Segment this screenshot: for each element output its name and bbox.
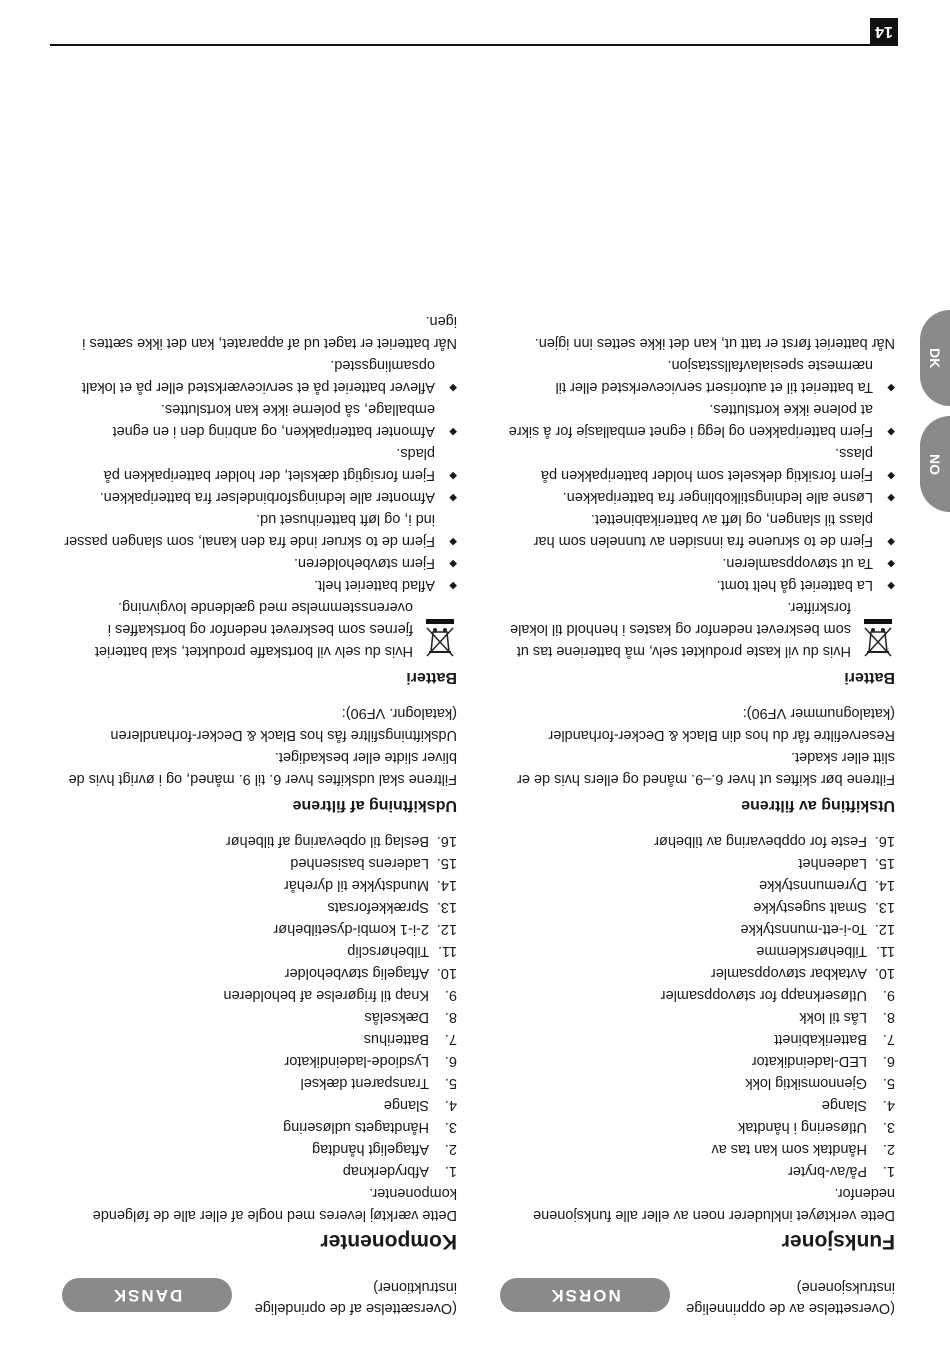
battery-intro: Hvis du vil kaste produktet selv, må batteriene tas ut som beskrevet nedenfor og kastes i henhold til lokale forskrifter. — [510, 599, 851, 659]
feature-number: 13. — [436, 899, 457, 915]
feature-label: Sprækkeforsats — [327, 899, 429, 915]
feature-item — [500, 1116, 895, 1138]
feature-label: Batterikabinett — [774, 1031, 867, 1047]
feature-label: Lysdiode-ladeindikator — [284, 1053, 429, 1069]
feature-item — [500, 1072, 895, 1094]
battery-step-text: Fjern forsiktig dekselet som holder batteripakken på plass. — [540, 445, 873, 483]
feature-label: Avtakbar støvoppsamler — [710, 965, 867, 981]
feature-item — [62, 830, 457, 852]
battery-step — [500, 398, 895, 442]
battery-intro: Hvis du selv vil bortskaffe produktet, skal batteriet fjernes som beskrevet nedenfor og bortskaffes i overensstemmelse med gældende lovgivning. — [94, 599, 413, 659]
diamond-bullet-icon: ◆ — [887, 492, 895, 503]
features-intro: Dette verktøyet inkluderer noen av eller alle funksjonene nedenfor. — [533, 1185, 895, 1223]
feature-number: 15. — [436, 855, 457, 871]
feature-item — [500, 1160, 895, 1182]
feature-item — [62, 874, 457, 896]
feature-number: 6. — [444, 1053, 457, 1069]
language-label: DANSK — [62, 1278, 232, 1312]
feature-item — [62, 1116, 457, 1138]
feature-number: 8. — [882, 1009, 895, 1025]
battery-step-text: Fjern forsigtigt dækslet, der holder batteripakken på plads. — [103, 445, 435, 483]
feature-label: Tilbehørsclip — [347, 943, 429, 959]
feature-number: 16. — [874, 833, 895, 849]
feature-item — [500, 984, 895, 1006]
feature-number: 11. — [875, 943, 895, 959]
feature-number: 11. — [437, 943, 457, 959]
feature-item — [500, 1028, 895, 1050]
weee-bin-icon — [423, 618, 457, 662]
filter-title: Udskiftning af filtrene — [292, 797, 457, 814]
feature-item — [500, 962, 895, 984]
feature-number: 3. — [444, 1119, 457, 1135]
feature-label: Mundstykke til dyrehår — [283, 877, 429, 893]
feature-number: 8. — [444, 1009, 457, 1025]
diamond-bullet-icon: ◆ — [449, 426, 457, 437]
diamond-bullet-icon: ◆ — [887, 426, 895, 437]
feature-item — [62, 962, 457, 984]
feature-label: Tilbehørsklemme — [756, 943, 867, 959]
filter-text-2: Reservefiltre får du hos din Black & Decker-forhandler (katalognummer VF90): — [548, 705, 895, 743]
feature-label: På/av-bryter — [788, 1163, 867, 1179]
feature-label: Laderens basisenhed — [290, 855, 429, 871]
battery-step-text: Ta ut støvoppsamleren. — [722, 555, 873, 571]
feature-label: Utløserknapp for støvoppsamler — [660, 987, 867, 1003]
feature-number: 10. — [436, 965, 457, 981]
feature-number: 14. — [874, 877, 895, 893]
feature-item — [500, 896, 895, 918]
feature-number: 6. — [882, 1053, 895, 1069]
battery-steps-list — [62, 354, 457, 596]
dansk-column — [62, 310, 457, 1318]
feature-label: Batterihus — [363, 1031, 429, 1047]
feature-number: 9. — [444, 987, 457, 1003]
feature-item — [500, 830, 895, 852]
filter-title: Utskifting av filtrene — [741, 797, 895, 814]
battery-step — [500, 552, 895, 574]
battery-step-text: Afmonter batteripakken, og anbring den i en egnet emballage, så polerne ikke kan kortsluttes. — [112, 401, 435, 439]
feature-item — [62, 1138, 457, 1160]
feature-item — [62, 852, 457, 874]
feature-label: Utløsering i håndtak — [738, 1119, 867, 1135]
battery-step-text: Fjern de to skruene fra innsiden av tunnelen som har plass til slangen, og løft av batterikabinettet. — [533, 511, 873, 549]
feature-number: 10. — [874, 965, 895, 981]
battery-step-text: Fjern batteripakken og legg i egnet emballasje for å sikre at polene ikke kortsluttes. — [508, 401, 873, 439]
feature-label: Dyremunnstykke — [759, 877, 867, 893]
feature-number: 16. — [436, 833, 457, 849]
feature-label: 2-i-1 kombi-dysetilbehør — [273, 921, 429, 937]
feature-item — [62, 1094, 457, 1116]
battery-step-text: Fjern støvbeholderen. — [293, 555, 435, 571]
battery-step — [500, 442, 895, 486]
translation-note: (Oversættelse af de oprindelige instruktioner) — [254, 1279, 457, 1316]
feature-label: Knap til frigørelse af beholderen — [223, 987, 429, 1003]
feature-label: Smalt sugestykke — [753, 899, 867, 915]
battery-step — [500, 574, 895, 596]
feature-label: Slange — [383, 1097, 429, 1113]
feature-number: 2. — [444, 1141, 457, 1157]
feature-item — [62, 940, 457, 962]
diamond-bullet-icon: ◆ — [449, 492, 457, 503]
feature-item — [62, 1050, 457, 1072]
battery-step — [62, 574, 457, 596]
battery-step-text: La batteriet gå helt tomt. — [716, 577, 873, 593]
battery-step — [500, 508, 895, 552]
feature-item — [62, 1006, 457, 1028]
page-number: 14 — [870, 18, 898, 44]
feature-number: 3. — [882, 1119, 895, 1135]
battery-step — [500, 354, 895, 398]
battery-step-text: Fjern de to skruer inde fra den kanal, som slangen passer ind i, og løft batterihuset ud. — [64, 511, 435, 549]
feature-label: Gjennomsiktig lokk — [745, 1075, 867, 1091]
battery-step — [62, 552, 457, 574]
battery-step — [62, 508, 457, 552]
translation-note: (Oversettelse av de opprinnelige instruksjonene) — [686, 1279, 895, 1316]
battery-step — [62, 486, 457, 508]
battery-step-text: Ta batteriet til et autorisert serviceverksted eller til nærmeste spesialavfallsstasjon. — [555, 357, 873, 395]
feature-label: Beslag til opbevaring af tilbehør — [225, 833, 429, 849]
feature-number: 5. — [882, 1075, 895, 1091]
battery-step-text: Aflad batteriet helt. — [314, 577, 435, 593]
side-tab-no-label: NO — [927, 453, 943, 475]
norsk-column — [500, 332, 895, 1318]
feature-label: Dækselås — [364, 1009, 429, 1025]
feature-label: Slange — [821, 1097, 867, 1113]
battery-step-text: Afmonter alle ledningsforbindelser fra batteripakken. — [99, 489, 435, 505]
side-tab-no[interactable] — [920, 416, 950, 512]
feature-item — [500, 1094, 895, 1116]
feature-label: Aftagelig støvbeholder — [284, 965, 429, 981]
feature-number: 7. — [882, 1031, 895, 1047]
battery-step — [500, 486, 895, 508]
feature-number: 5. — [444, 1075, 457, 1091]
diamond-bullet-icon: ◆ — [887, 382, 895, 393]
feature-item — [500, 940, 895, 962]
feature-number: 12. — [436, 921, 457, 937]
feature-item — [500, 1050, 895, 1072]
feature-item — [62, 1028, 457, 1050]
feature-label: Aftageligt håndtag — [312, 1141, 429, 1157]
feature-number: 2. — [882, 1141, 895, 1157]
battery-outro: Når batteriet er taget ud af apparatet, kan det ikke sættes i igen. — [82, 313, 457, 351]
feature-number: 4. — [882, 1097, 895, 1113]
feature-item — [62, 1160, 457, 1182]
feature-label: Ladeenhet — [798, 855, 867, 871]
feature-item — [62, 918, 457, 940]
side-tab-dk[interactable] — [920, 310, 950, 406]
feature-number: 15. — [874, 855, 895, 871]
battery-step — [62, 354, 457, 398]
features-title: Funksjoner — [781, 1230, 895, 1253]
diamond-bullet-icon: ◆ — [449, 470, 457, 481]
feature-item — [62, 896, 457, 918]
feature-number: 9. — [882, 987, 895, 1003]
feature-item — [62, 1072, 457, 1094]
feature-label: To-i-ett-munnstykke — [740, 921, 867, 937]
battery-title: Batteri — [406, 669, 457, 686]
feature-number: 1. — [882, 1163, 895, 1179]
feature-number: 12. — [874, 921, 895, 937]
filter-text-1: Filtrene skal udskiftes hver 6. til 9. måned, og i øvrigt hvis de bliver slidte eller beskadiget. — [68, 749, 457, 787]
feature-item — [500, 1006, 895, 1028]
diamond-bullet-icon: ◆ — [887, 536, 895, 547]
battery-title: Batteri — [844, 669, 895, 686]
feature-label: Håndtagets udløsering — [283, 1119, 429, 1135]
feature-label: Håndtak som kan tas av — [711, 1141, 867, 1157]
features-list — [62, 830, 457, 1182]
diamond-bullet-icon: ◆ — [449, 536, 457, 547]
features-list — [500, 830, 895, 1182]
diamond-bullet-icon: ◆ — [887, 558, 895, 569]
feature-label: Transparent dæksel — [300, 1075, 429, 1091]
feature-number: 1. — [444, 1163, 457, 1179]
diamond-bullet-icon: ◆ — [887, 580, 895, 591]
battery-step — [62, 398, 457, 442]
features-title: Komponenter — [320, 1230, 457, 1253]
diamond-bullet-icon: ◆ — [449, 382, 457, 393]
feature-label: Feste for oppbevaring av tilbehør — [654, 833, 867, 849]
filter-text-2: Udskiftningsfiltre fås hos Black & Decker-forhandleren (katalognr. VF90): — [110, 705, 457, 743]
diamond-bullet-icon: ◆ — [449, 558, 457, 569]
diamond-bullet-icon: ◆ — [887, 470, 895, 481]
feature-item — [500, 1138, 895, 1160]
feature-number: 14. — [436, 877, 457, 893]
feature-label: LED-ladeindikator — [751, 1053, 867, 1069]
feature-item — [62, 984, 457, 1006]
feature-item — [500, 852, 895, 874]
side-tab-dk-label: DK — [927, 347, 943, 369]
weee-bin-icon — [861, 618, 895, 662]
battery-step-text: Aflever batteriet på et serviceværksted eller på et lokalt opsamlingssted. — [82, 357, 435, 395]
header-rule — [50, 44, 898, 46]
battery-steps-list — [500, 354, 895, 596]
feature-item — [500, 874, 895, 896]
battery-outro: Når batteriet først er tatt ut, kan det ikke settes inn igjen. — [534, 335, 895, 351]
battery-step — [62, 442, 457, 486]
battery-step-text: Løsne alle ledningstilkoblinger fra batteripakken. — [562, 489, 873, 505]
feature-item — [500, 918, 895, 940]
feature-number: 7. — [444, 1031, 457, 1047]
language-label: NORSK — [500, 1278, 670, 1312]
feature-label: Afbryderknap — [342, 1163, 429, 1179]
feature-number: 4. — [444, 1097, 457, 1113]
diamond-bullet-icon: ◆ — [449, 580, 457, 591]
feature-number: 13. — [874, 899, 895, 915]
filter-text-1: Filtrene bør skiftes ut hver 6.–9. måned og ellers hvis de er slitt eller skadet. — [517, 749, 895, 787]
feature-label: Lås til lokk — [799, 1009, 867, 1025]
features-intro: Dette værktøj leveres med nogle af eller alle de følgende komponenter. — [92, 1185, 457, 1223]
